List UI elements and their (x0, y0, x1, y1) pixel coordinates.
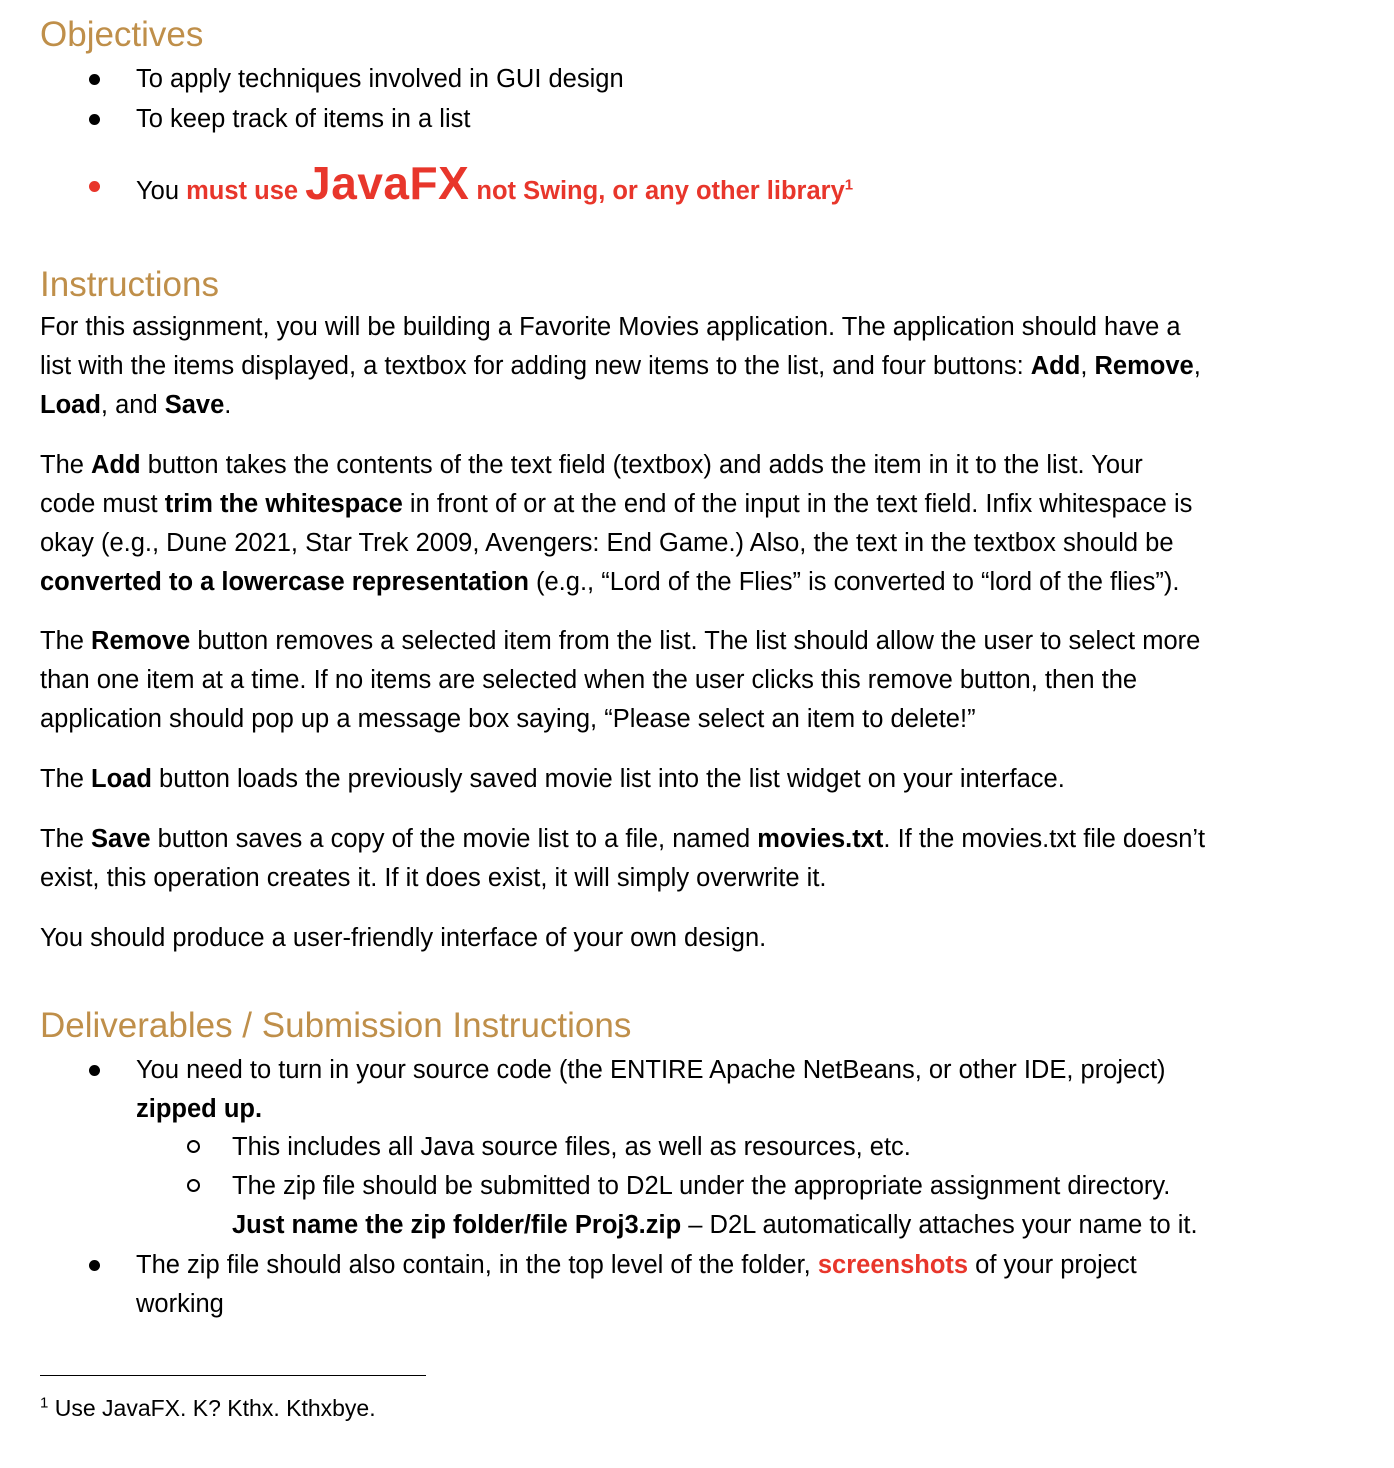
instructions-heading: Instructions (40, 265, 219, 304)
not-swing-text: not Swing, or any other library (469, 177, 845, 205)
bullet-icon (89, 1065, 100, 1076)
javafx-emphasis: JavaFX (305, 157, 470, 209)
deliverable-item-cont (136, 1093, 262, 1125)
bullet-icon (89, 74, 100, 85)
objective-item: To keep track of items in a list (136, 105, 471, 133)
text-run: , and (100, 391, 165, 419)
sub-item: This includes all Java source files, as well as resources, etc. (232, 1133, 911, 1161)
footnote-text: Use JavaFX. K? Kthx. Kthxbye. (48, 1395, 376, 1421)
text-run: list with the items displayed, a textbox for adding new items to the list, and four buttons: (40, 352, 1031, 380)
paragraph-line (40, 488, 1192, 520)
text-run: button loads the previously saved movie list into the list widget on your interface. (151, 765, 1065, 793)
paragraph-line: For this assignment, you will be building a Favorite Movies application. The application should have a (40, 313, 1181, 341)
deliverable-item (136, 1249, 1137, 1281)
text-run: The (40, 451, 92, 479)
text-run: The (40, 765, 92, 793)
text-run: in front of or at the end of the input in the text field. Infix whitespace is (402, 490, 1193, 518)
remove-term: Remove (91, 627, 191, 655)
sub-bullet-icon (187, 1140, 200, 1153)
save-term: Save (91, 825, 151, 853)
bullet-icon (89, 114, 100, 125)
footnote-separator (40, 1375, 426, 1376)
paragraph-line (40, 625, 1200, 657)
paragraph-line (40, 449, 1143, 481)
text-run: button takes the contents of the text field (textbox) and adds the item in it to the list. Your (140, 451, 1143, 479)
objectives-heading: Objectives (40, 15, 204, 54)
text-run: – D2L automatically attaches your name to it. (681, 1211, 1198, 1239)
paragraph-line (40, 823, 1205, 855)
lowercase-term: converted to a lowercase representation (40, 568, 529, 596)
paragraph-line: application should pop up a message box saying, “Please select an item to delete!” (40, 705, 976, 733)
paragraph-line (40, 566, 1179, 598)
text-run: code must (40, 490, 165, 518)
text-run: . If the movies.txt file doesn’t (883, 825, 1206, 853)
paragraph-line (40, 763, 1065, 795)
text-run: . (224, 391, 232, 419)
footnote-number: 1 (40, 1394, 49, 1412)
load-term: Load (40, 391, 101, 419)
sub-item-cont (232, 1209, 1198, 1241)
screenshots-term: screenshots (817, 1251, 969, 1279)
objective-item: To apply techniques involved in GUI design (136, 65, 624, 93)
text-run: The (40, 825, 92, 853)
paragraph-line (40, 350, 1201, 382)
trim-whitespace-term: trim the whitespace (164, 490, 403, 518)
text-run: of your project (968, 1251, 1137, 1279)
footnote-reference[interactable]: 1 (844, 176, 854, 194)
deliverable-item-cont: working (136, 1290, 224, 1318)
deliverables-heading: Deliverables / Submission Instructions (40, 1006, 632, 1045)
sub-item: The zip file should be submitted to D2L under the appropriate assignment directory. (232, 1172, 1171, 1200)
text-run: , (1080, 352, 1095, 380)
text-run: The zip file should also contain, in the top level of the folder, (136, 1251, 818, 1279)
deliverable-item: You need to turn in your source code (the ENTIRE Apache NetBeans, or other IDE, project) (136, 1056, 1166, 1084)
text-run: button removes a selected item from the list. The list should allow the user to select more (190, 627, 1201, 655)
sub-bullet-icon (187, 1179, 200, 1192)
save-term: Save (164, 391, 225, 419)
movies-file-term: movies.txt (757, 825, 884, 853)
remove-term: Remove (1094, 352, 1194, 380)
bullet-icon (89, 1260, 100, 1271)
text-run: (e.g., “Lord of the Flies” is converted to “lord of the flies”). (528, 568, 1180, 596)
must-use-text: must use (186, 177, 306, 205)
paragraph-line: than one item at a time. If no items are selected when the user clicks this remove button, then the (40, 666, 1138, 694)
paragraph-line: You should produce a user-friendly interface of your own design. (40, 924, 767, 952)
javafx-requirement (136, 155, 853, 219)
footnote (40, 1392, 376, 1424)
javafx-line-prefix: You (136, 177, 187, 205)
zipped-up-term: zipped up. (136, 1095, 263, 1123)
paragraph-line: exist, this operation creates it. If it does exist, it will simply overwrite it. (40, 864, 827, 892)
add-term: Add (91, 451, 141, 479)
text-run: button saves a copy of the movie list to a file, named (150, 825, 758, 853)
paragraph-line (40, 389, 231, 421)
add-term: Add (1030, 352, 1081, 380)
text-run: The (40, 627, 92, 655)
proj3-zip-term: Just name the zip folder/file Proj3.zip (232, 1211, 682, 1239)
text-run: , (1193, 352, 1201, 380)
load-term: Load (91, 765, 152, 793)
paragraph-line: okay (e.g., Dune 2021, Star Trek 2009, Avengers: End Game.) Also, the text in the textbox should be (40, 529, 1174, 557)
bullet-icon (89, 181, 100, 192)
